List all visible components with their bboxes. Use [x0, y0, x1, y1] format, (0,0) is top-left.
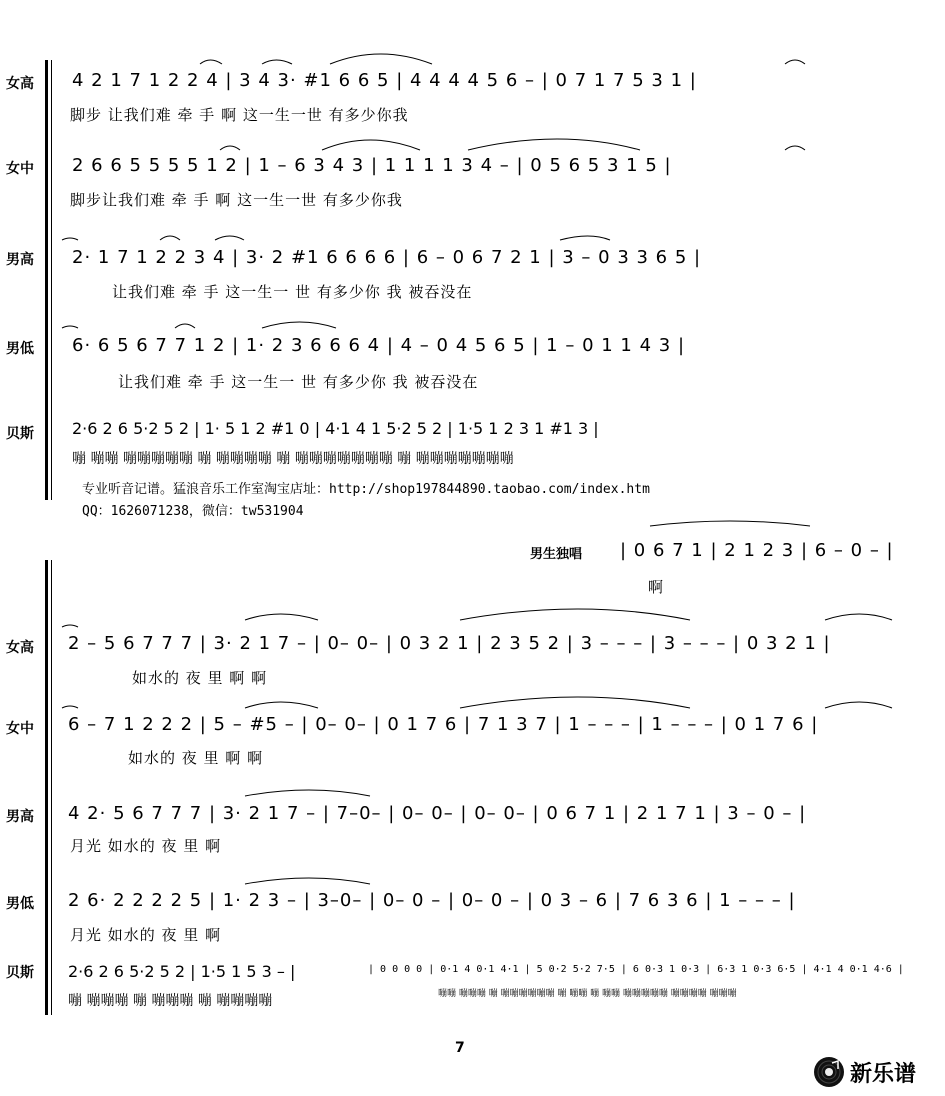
alto-lyric-1: 脚步让我们难 牵 手 啊 这一生一世 有多少你我: [70, 191, 403, 209]
alto-notes-1: 2 6 6 5 5 5 5 1 2 | 1 – 6 3 4 3 | 1 1 1 1 3 4 – | 0 5 6 5 3 1 5 |: [72, 155, 672, 176]
voice-label-soprano-1: 女高: [6, 76, 34, 92]
bass-low-notes-2: 2 6· 2 2 2 2 5 | 1· 2 3 – | 3–0– | 0– 0 – | 0– 0 – | 0 3 – 6 | 7 6 3 6 | 1 – – – |: [68, 890, 796, 911]
bass-low-lyric-1: 让我们难 牵 手 这一生一 世 有多少你 我 被吞没在: [118, 373, 479, 391]
bass-notes-2: 2·6 2 6 5·2 5 2 | 1·5 1 5 3 – |: [68, 962, 296, 981]
solo-label: 男生独唱: [530, 547, 583, 562]
brand-logo: [812, 1055, 940, 1089]
solo-lyric: 啊: [648, 578, 665, 596]
tenor-notes-1: 2· 1 7 1 2 2 3 4 | 3· 2 #1 6 6 6 6 | 6 – 0 6 7 2 1 | 3 – 0 3 3 6 5 |: [72, 247, 702, 268]
page-number: 7: [455, 1040, 465, 1056]
soprano-lyric-2: 如水的 夜 里 啊 啊: [132, 669, 268, 687]
alto-lyric-2: 如水的 夜 里 啊 啊: [128, 749, 264, 767]
voice-label-tenor-1: 男高: [6, 252, 34, 268]
bass-notes-1: 2·6 2 6 5·2 5 2 | 1· 5 1 2 #1 0 | 4·1 4 1 5·2 5 2 | 1·5 1 2 3 1 #1 3 |: [72, 419, 599, 438]
bass-low-lyric-2: 月光 如水的 夜 里 啊: [70, 926, 222, 944]
vinyl-record-icon: [812, 1055, 846, 1089]
solo-notes: | 0 6 7 1 | 2 1 2 3 | 6 – 0 – |: [620, 540, 894, 561]
tenor-lyric-2: 月光 如水的 夜 里 啊: [70, 837, 222, 855]
bass-lyric-1: 嘣 嘣嘣 嘣嘣嘣嘣嘣 嘣 嘣嘣嘣嘣 嘣 嘣嘣嘣嘣嘣嘣嘣 嘣 嘣嘣嘣嘣嘣嘣嘣: [72, 451, 514, 467]
soprano-notes-1: 4 2 1 7 1 2 2 4 | 3 4 3· #1 6 6 5 | 4 4 4 4 5 6 – | 0 7 1 7 5 3 1 |: [72, 70, 697, 91]
tenor-lyric-1: 让我们难 牵 手 这一生一 世 有多少你 我 被吞没在: [112, 283, 473, 301]
bass-low-notes-1: 6· 6 5 6 7 7 1 2 | 1· 2 3 6 6 6 4 | 4 – 0 4 5 6 5 | 1 – 0 1 1 4 3 |: [72, 335, 686, 356]
voice-label-bass-low-1: 男低: [6, 341, 34, 357]
voice-label-soprano-2: 女高: [6, 640, 34, 656]
voice-label-alto-2: 女中: [6, 721, 34, 737]
voice-label-bass-2: 贝斯: [6, 965, 34, 981]
bass-small-lyric-2: 嘣嘣 嘣嘣嘣 嘣 嘣嘣嘣嘣嘣嘣 嘣 嘣嘣 嘣 嘣嘣 嘣嘣嘣嘣嘣 嘣嘣嘣嘣 嘣嘣嘣: [438, 989, 737, 999]
tenor-notes-2: 4 2· 5 6 7 7 7 | 3· 2 1 7 – | 7–0– | 0– 0– | 0– 0– | 0 6 7 1 | 2 1 7 1 | 3 – 0 – |: [68, 803, 807, 824]
soprano-notes-2: 2 – 5 6 7 7 7 | 3· 2 1 7 – | 0– 0– | 0 3 2 1 | 2 3 5 2 | 3 – – – | 3 – – – | 0 3 2 1 |: [68, 633, 831, 654]
contact-info-line: QQ：1626071238，微信：tw531904: [82, 504, 304, 519]
studio-info-line: 专业听音记谱。猛浪音乐工作室淘宝店址：http://shop197844890.taobao.com/index.htm: [82, 482, 650, 497]
voice-label-tenor-2: 男高: [6, 809, 34, 825]
bass-small-notes-2: | 0 0 0 0 | 0·1 4 0·1 4·1 | 5 0·2 5·2 7·5 | 6 0·3 1 0·3 | 6·3 1 0·3 6·5 | 4·1 4 0·1 4·6 |: [368, 964, 904, 975]
soprano-lyric-1: 脚步 让我们难 牵 手 啊 这一生一世 有多少你我: [70, 106, 409, 124]
brand-name: 新乐谱: [850, 1062, 917, 1087]
voice-label-bass-1: 贝斯: [6, 426, 34, 442]
alto-notes-2: 6 – 7 1 2 2 2 | 5 – #5 – | 0– 0– | 0 1 7 6 | 7 1 3 7 | 1 – – – | 1 – – – | 0 1 7 6 |: [68, 714, 819, 735]
bass-lyric-2: 嘣 嘣嘣嘣 嘣 嘣嘣嘣 嘣 嘣嘣嘣嘣: [68, 993, 273, 1009]
voice-label-alto-1: 女中: [6, 161, 34, 177]
voice-label-bass-low-2: 男低: [6, 896, 34, 912]
